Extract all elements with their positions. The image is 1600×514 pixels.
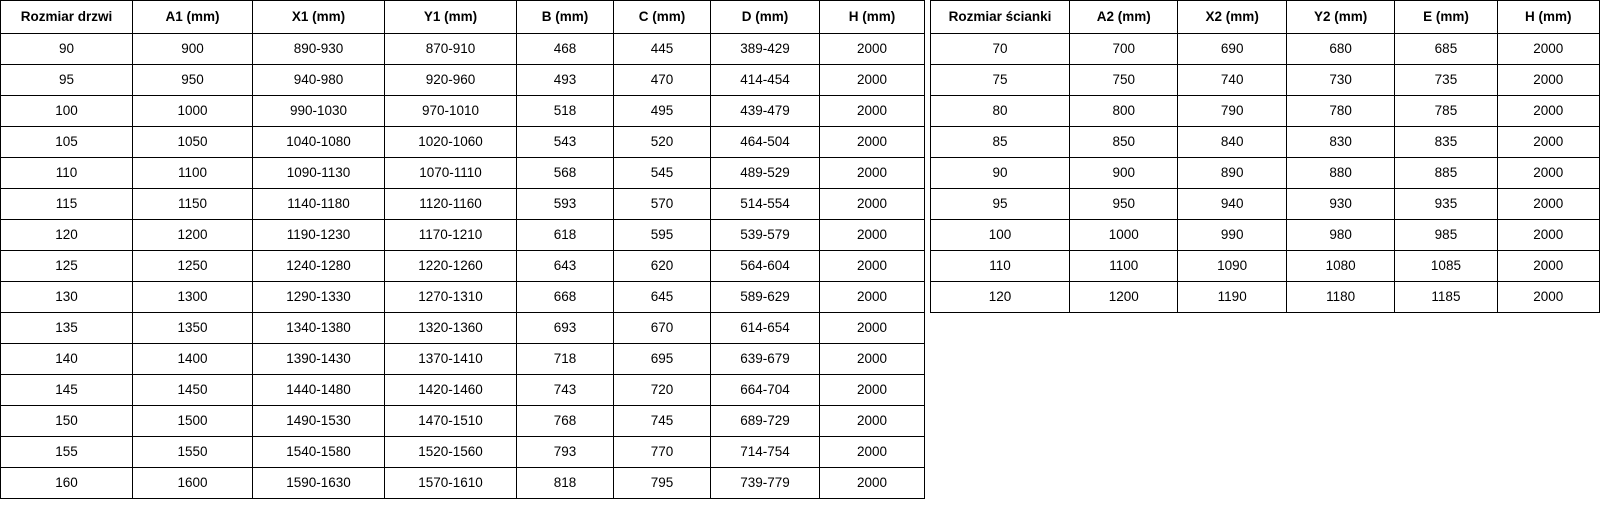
doors-cell: 595 [614,220,711,251]
doors-column-header: D (mm) [711,1,820,34]
walls-cell: 1180 [1286,282,1394,313]
walls-cell: 730 [1286,65,1394,96]
doors-cell: 1490-1530 [253,406,385,437]
doors-cell: 493 [517,65,614,96]
doors-cell: 564-604 [711,251,820,282]
doors-cell: 743 [517,375,614,406]
doors-cell: 1190-1230 [253,220,385,251]
doors-cell: 1450 [133,375,253,406]
walls-cell: 785 [1395,96,1497,127]
doors-cell: 568 [517,158,614,189]
walls-cell: 885 [1395,158,1497,189]
doors-cell: 1600 [133,468,253,499]
walls-cell: 2000 [1497,34,1599,65]
table-header-row [931,1,1600,34]
doors-cell: 2000 [820,127,925,158]
walls-table-body [931,34,1600,313]
doors-cell: 120 [1,220,133,251]
doors-cell: 1520-1560 [385,437,517,468]
walls-cell: 110 [931,251,1070,282]
doors-cell: 95 [1,65,133,96]
doors-cell: 543 [517,127,614,158]
table-row [931,189,1600,220]
doors-cell: 739-779 [711,468,820,499]
table-row [1,344,925,375]
table-row [1,220,925,251]
table-row [931,251,1600,282]
walls-column-header: Y2 (mm) [1286,1,1394,34]
walls-cell: 2000 [1497,282,1599,313]
doors-cell: 470 [614,65,711,96]
table-row [1,96,925,127]
table-row [1,251,925,282]
walls-cell: 80 [931,96,1070,127]
doors-cell: 639-679 [711,344,820,375]
doors-cell: 464-504 [711,127,820,158]
doors-cell: 445 [614,34,711,65]
doors-cell: 90 [1,34,133,65]
walls-cell: 1100 [1070,251,1178,282]
doors-cell: 2000 [820,158,925,189]
doors-column-header: Y1 (mm) [385,1,517,34]
walls-dimensions-table [930,0,1600,313]
walls-cell: 950 [1070,189,1178,220]
walls-cell: 2000 [1497,96,1599,127]
walls-column-header: Rozmiar ścianki [931,1,1070,34]
doors-column-header: A1 (mm) [133,1,253,34]
walls-cell: 800 [1070,96,1178,127]
doors-cell: 145 [1,375,133,406]
table-row [931,65,1600,96]
doors-cell: 693 [517,313,614,344]
doors-cell: 1320-1360 [385,313,517,344]
doors-cell: 115 [1,189,133,220]
doors-cell: 593 [517,189,614,220]
walls-cell: 70 [931,34,1070,65]
doors-cell: 664-704 [711,375,820,406]
doors-cell: 1290-1330 [253,282,385,313]
doors-cell: 1220-1260 [385,251,517,282]
walls-cell: 120 [931,282,1070,313]
walls-cell: 1190 [1178,282,1286,313]
doors-cell: 570 [614,189,711,220]
walls-cell: 750 [1070,65,1178,96]
doors-cell: 518 [517,96,614,127]
walls-cell: 85 [931,127,1070,158]
doors-cell: 1000 [133,96,253,127]
doors-cell: 2000 [820,344,925,375]
walls-cell: 740 [1178,65,1286,96]
table-row [931,158,1600,189]
doors-cell: 2000 [820,282,925,313]
doors-cell: 140 [1,344,133,375]
doors-cell: 2000 [820,220,925,251]
doors-cell: 468 [517,34,614,65]
doors-cell: 160 [1,468,133,499]
walls-column-header: E (mm) [1395,1,1497,34]
doors-cell: 950 [133,65,253,96]
walls-cell: 1090 [1178,251,1286,282]
doors-cell: 793 [517,437,614,468]
walls-cell: 935 [1395,189,1497,220]
walls-cell: 2000 [1497,220,1599,251]
walls-cell: 900 [1070,158,1178,189]
doors-cell: 795 [614,468,711,499]
doors-cell: 670 [614,313,711,344]
walls-column-header: X2 (mm) [1178,1,1286,34]
walls-cell: 1085 [1395,251,1497,282]
doors-cell: 589-629 [711,282,820,313]
doors-cell: 720 [614,375,711,406]
table-row [1,189,925,220]
walls-table-head [931,1,1600,34]
walls-cell: 2000 [1497,251,1599,282]
walls-cell: 75 [931,65,1070,96]
walls-column-header: A2 (mm) [1070,1,1178,34]
doors-cell: 714-754 [711,437,820,468]
doors-cell: 668 [517,282,614,313]
table-row [931,34,1600,65]
doors-cell: 514-554 [711,189,820,220]
walls-cell: 2000 [1497,158,1599,189]
doors-cell: 1200 [133,220,253,251]
doors-cell: 1470-1510 [385,406,517,437]
doors-cell: 2000 [820,375,925,406]
doors-cell: 745 [614,406,711,437]
doors-cell: 643 [517,251,614,282]
table-row [1,375,925,406]
doors-cell: 1300 [133,282,253,313]
walls-cell: 930 [1286,189,1394,220]
doors-cell: 110 [1,158,133,189]
doors-cell: 1240-1280 [253,251,385,282]
doors-cell: 1340-1380 [253,313,385,344]
doors-cell: 1150 [133,189,253,220]
walls-cell: 2000 [1497,127,1599,158]
doors-cell: 520 [614,127,711,158]
walls-cell: 890 [1178,158,1286,189]
doors-cell: 768 [517,406,614,437]
walls-column-header: H (mm) [1497,1,1599,34]
walls-cell: 880 [1286,158,1394,189]
doors-cell: 1250 [133,251,253,282]
doors-column-header: X1 (mm) [253,1,385,34]
doors-cell: 1350 [133,313,253,344]
doors-cell: 135 [1,313,133,344]
table-row [1,282,925,313]
table-header-row [1,1,925,34]
doors-cell: 940-980 [253,65,385,96]
table-row [1,34,925,65]
doors-cell: 1170-1210 [385,220,517,251]
doors-cell: 105 [1,127,133,158]
doors-column-header: B (mm) [517,1,614,34]
doors-cell: 718 [517,344,614,375]
doors-column-header: H (mm) [820,1,925,34]
doors-cell: 1090-1130 [253,158,385,189]
doors-cell: 1140-1180 [253,189,385,220]
doors-cell: 545 [614,158,711,189]
table-row [1,468,925,499]
doors-cell: 439-479 [711,96,820,127]
doors-cell: 489-529 [711,158,820,189]
doors-cell: 870-910 [385,34,517,65]
doors-cell: 2000 [820,251,925,282]
walls-dimensions-table-container [930,0,1600,313]
doors-cell: 620 [614,251,711,282]
doors-table-body [1,34,925,499]
doors-column-header: Rozmiar drzwi [1,1,133,34]
doors-cell: 1270-1310 [385,282,517,313]
table-row [931,282,1600,313]
doors-cell: 614-654 [711,313,820,344]
doors-cell: 155 [1,437,133,468]
doors-cell: 2000 [820,34,925,65]
doors-cell: 2000 [820,96,925,127]
doors-cell: 1590-1630 [253,468,385,499]
walls-cell: 95 [931,189,1070,220]
table-row [1,158,925,189]
walls-cell: 690 [1178,34,1286,65]
walls-cell: 940 [1178,189,1286,220]
doors-cell: 389-429 [711,34,820,65]
walls-cell: 1200 [1070,282,1178,313]
doors-table-head [1,1,925,34]
walls-cell: 850 [1070,127,1178,158]
walls-cell: 840 [1178,127,1286,158]
walls-cell: 100 [931,220,1070,251]
walls-cell: 830 [1286,127,1394,158]
doors-cell: 900 [133,34,253,65]
walls-cell: 990 [1178,220,1286,251]
doors-cell: 1550 [133,437,253,468]
table-row [1,406,925,437]
table-row [931,127,1600,158]
table-row [1,127,925,158]
doors-cell: 1120-1160 [385,189,517,220]
table-row [1,313,925,344]
doors-cell: 1570-1610 [385,468,517,499]
doors-cell: 414-454 [711,65,820,96]
doors-cell: 150 [1,406,133,437]
doors-cell: 2000 [820,437,925,468]
doors-cell: 689-729 [711,406,820,437]
doors-cell: 2000 [820,406,925,437]
doors-cell: 1070-1110 [385,158,517,189]
doors-cell: 1370-1410 [385,344,517,375]
doors-cell: 1100 [133,158,253,189]
walls-cell: 735 [1395,65,1497,96]
doors-cell: 1540-1580 [253,437,385,468]
table-row [931,220,1600,251]
doors-cell: 695 [614,344,711,375]
doors-cell: 100 [1,96,133,127]
doors-cell: 2000 [820,65,925,96]
walls-cell: 1000 [1070,220,1178,251]
walls-cell: 90 [931,158,1070,189]
doors-cell: 970-1010 [385,96,517,127]
doors-cell: 618 [517,220,614,251]
doors-cell: 2000 [820,189,925,220]
doors-column-header: C (mm) [614,1,711,34]
walls-cell: 1185 [1395,282,1497,313]
doors-cell: 125 [1,251,133,282]
doors-cell: 130 [1,282,133,313]
walls-cell: 2000 [1497,189,1599,220]
walls-cell: 835 [1395,127,1497,158]
doors-cell: 1040-1080 [253,127,385,158]
doors-cell: 818 [517,468,614,499]
doors-cell: 890-930 [253,34,385,65]
doors-cell: 1390-1430 [253,344,385,375]
walls-cell: 790 [1178,96,1286,127]
walls-cell: 1080 [1286,251,1394,282]
doors-cell: 1440-1480 [253,375,385,406]
walls-cell: 780 [1286,96,1394,127]
table-row [931,96,1600,127]
doors-cell: 495 [614,96,711,127]
doors-cell: 645 [614,282,711,313]
doors-cell: 1420-1460 [385,375,517,406]
walls-cell: 980 [1286,220,1394,251]
doors-cell: 770 [614,437,711,468]
doors-cell: 920-960 [385,65,517,96]
doors-cell: 1500 [133,406,253,437]
doors-cell: 1400 [133,344,253,375]
walls-cell: 985 [1395,220,1497,251]
table-row [1,65,925,96]
doors-cell: 2000 [820,313,925,344]
walls-cell: 700 [1070,34,1178,65]
walls-cell: 680 [1286,34,1394,65]
doors-cell: 539-579 [711,220,820,251]
doors-cell: 1020-1060 [385,127,517,158]
table-row [1,437,925,468]
doors-cell: 1050 [133,127,253,158]
walls-cell: 2000 [1497,65,1599,96]
doors-cell: 990-1030 [253,96,385,127]
doors-cell: 2000 [820,468,925,499]
walls-cell: 685 [1395,34,1497,65]
